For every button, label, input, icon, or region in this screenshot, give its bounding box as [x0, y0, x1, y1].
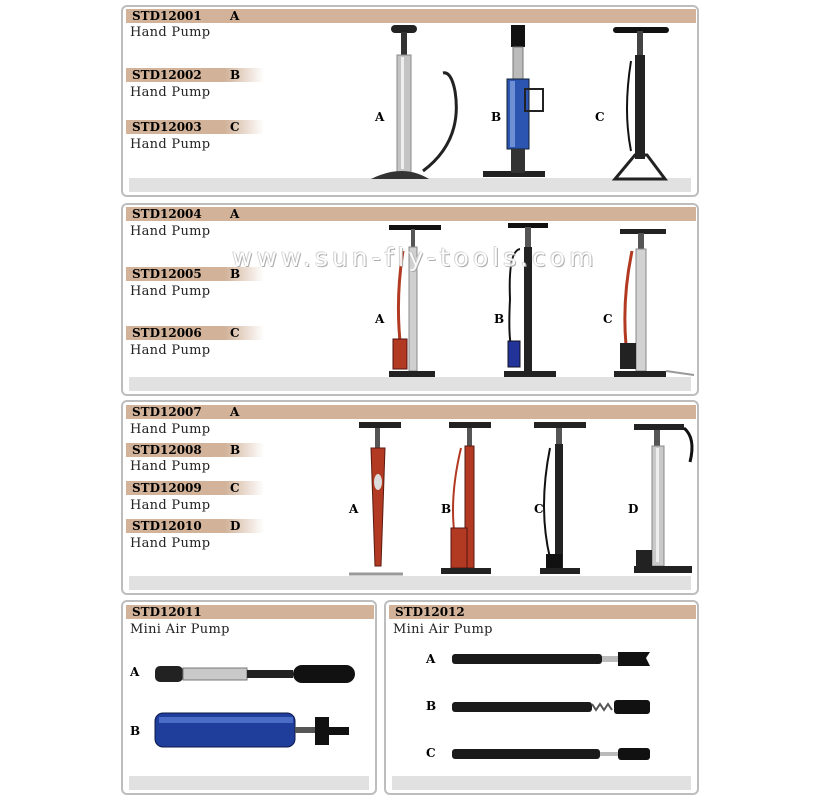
variant-letter: A	[230, 9, 240, 23]
product-code: STD12004	[132, 207, 202, 221]
product-name: Hand Pump	[130, 422, 211, 437]
variant-letter: B	[230, 68, 241, 82]
panel-std12007-12010	[121, 400, 699, 595]
pump-image-std12008	[435, 418, 497, 578]
product-code: STD12007	[132, 405, 202, 419]
header-bar	[126, 405, 696, 419]
image-label: C	[603, 312, 613, 326]
header-bar	[126, 481, 264, 495]
image-label: A	[426, 652, 436, 666]
variant-letter: B	[230, 267, 241, 281]
product-name: Hand Pump	[130, 25, 211, 40]
header-bar	[126, 68, 264, 82]
product-name: Hand Pump	[130, 284, 211, 299]
pump-image-std12012-b	[450, 698, 660, 718]
variant-letter: D	[230, 519, 241, 533]
pump-image-std12011-a	[153, 660, 358, 692]
image-label: A	[130, 665, 140, 679]
image-label: B	[491, 110, 502, 124]
pump-image-std12009	[528, 418, 590, 578]
product-name: Hand Pump	[130, 536, 211, 551]
product-code: STD12010	[132, 519, 202, 533]
footer-strip	[129, 576, 691, 590]
variant-letter: B	[230, 443, 241, 457]
product-code: STD12003	[132, 120, 202, 134]
pump-image-std12001	[363, 21, 473, 186]
product-name: Hand Pump	[130, 498, 211, 513]
panel-std12004-12006	[121, 203, 699, 396]
variant-letter: C	[230, 326, 240, 340]
image-label: C	[534, 502, 544, 516]
pump-image-std12002	[473, 21, 553, 186]
footer-strip	[129, 776, 369, 790]
variant-letter: A	[230, 207, 240, 221]
panel-std12012	[384, 600, 699, 795]
product-code: STD12012	[395, 605, 465, 619]
pump-image-std12012-a	[450, 650, 660, 670]
header-bar	[389, 605, 696, 619]
image-label: B	[441, 502, 452, 516]
product-name: Hand Pump	[130, 137, 211, 152]
product-code: STD12009	[132, 481, 202, 495]
product-name: Hand Pump	[130, 224, 211, 239]
pump-image-std12006	[610, 219, 695, 381]
variant-letter: C	[230, 481, 240, 495]
product-name: Hand Pump	[130, 343, 211, 358]
image-label: C	[426, 746, 436, 760]
product-name: Hand Pump	[130, 459, 211, 474]
product-code: STD12008	[132, 443, 202, 457]
image-label: B	[426, 699, 437, 713]
product-name: Mini Air Pump	[393, 622, 493, 637]
image-label: D	[628, 502, 639, 516]
image-label: A	[375, 312, 385, 326]
product-name: Mini Air Pump	[130, 622, 230, 637]
pump-image-std12010	[628, 418, 698, 578]
image-label: B	[494, 312, 505, 326]
header-bar	[126, 519, 264, 533]
product-name: Hand Pump	[130, 85, 211, 100]
header-bar	[126, 605, 374, 619]
header-bar	[126, 120, 264, 134]
header-bar	[126, 443, 264, 457]
variant-letter: C	[230, 120, 240, 134]
variant-letter: A	[230, 405, 240, 419]
product-code: STD12011	[132, 605, 202, 619]
footer-strip	[392, 776, 691, 790]
image-label: A	[349, 502, 359, 516]
header-bar	[126, 326, 264, 340]
pump-image-std12011-b	[153, 709, 358, 755]
product-code: STD12001	[132, 9, 202, 23]
product-code: STD12005	[132, 267, 202, 281]
panel-std12001-12003	[121, 5, 699, 197]
watermark: www.sun-fly-tools.com	[232, 243, 598, 272]
pump-image-std12007	[345, 418, 407, 578]
product-code: STD12002	[132, 68, 202, 82]
image-label: A	[375, 110, 385, 124]
panel-std12011	[121, 600, 377, 795]
pump-image-std12012-c	[450, 745, 660, 765]
pump-image-std12003	[601, 21, 681, 186]
product-code: STD12006	[132, 326, 202, 340]
image-label: B	[130, 724, 141, 738]
image-label: C	[595, 110, 605, 124]
